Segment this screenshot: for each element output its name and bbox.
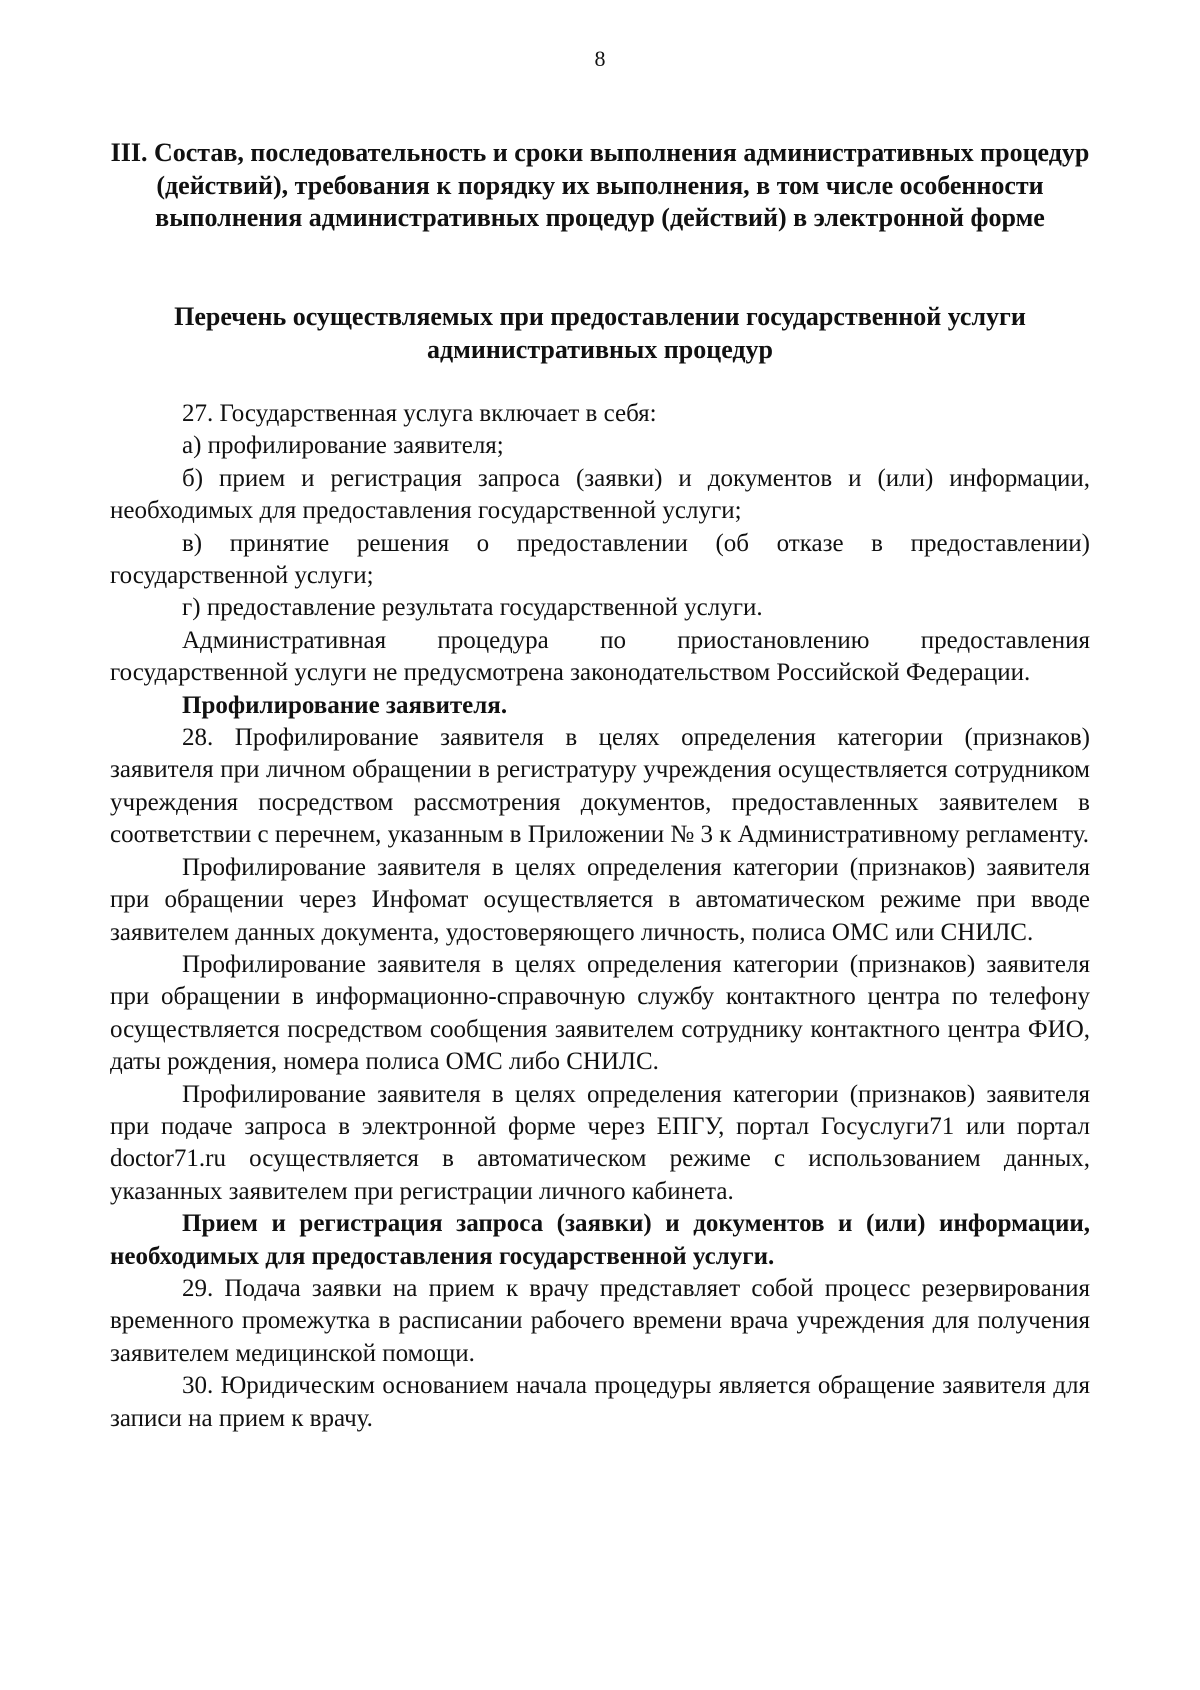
list-item-a: а) профилирование заявителя; [182,432,504,460]
paragraph-epgu: Профилирование заявителя в целях определения категории (признаков) заявителя при подаче запроса в электронной форме через ЕПГУ, портал Госуслуги71 или портал doctor71.ru осуществляется в автоматическом режиме с использованием данных, указанных заявителем при регистрации личного кабинета. [110,1080,1090,1205]
section-heading: III. Состав, последовательность и сроки выполнения административных процедур (действий), требования к порядку их выполнения, в том числе особенности выполнения административных процедур (действий) в электронной форме [110,138,1090,232]
page-number: 8 [594,46,606,71]
heading-request-registration: Прием и регистрация запроса (заявки) и документов и (или) информации, необходимых для предоставления государственной услуги. [110,1210,1090,1270]
paragraph-29: 29. Подача заявки на прием к врачу представляет собой процесс резервирования временного промежутка в расписании рабочего времени врача учреждения для получения заявителем медицинской помощи. [110,1274,1090,1367]
paragraph-27-intro: 27. Государственная услуга включает в себя: [182,400,657,427]
heading-profiling: Профилирование заявителя. [182,691,508,719]
paragraph-28: 28. Профилирование заявителя в целях определения категории (признаков) заявителя при личном обращении в регистратуру учреждения осуществляется сотрудником учреждения посредством рассмотрения документов, предоставленных заявителем в соответствии с перечнем, указанным в Приложении № 3 к Административному регламенту. [110,724,1090,849]
paragraph-infomat: Профилирование заявителя в целях определения категории (признаков) заявителя при обращении через Инфомат осуществляется в автоматическом режиме при вводе заявителем данных документа, удостоверяющего личность, полиса ОМС или СНИЛС. [110,853,1090,946]
list-item-g: г) предоставление результата государственной услуги. [182,594,763,622]
list-item-v: в) принятие решения о предоставлении (об отказе в предоставлении) государственной услуги; [110,529,1090,590]
paragraph-suspension: Административная процедура по приостановлению предоставления государственной услуги не предусмотрена законодательством Российской Федерации. [110,626,1090,687]
paragraph-30: 30. Юридическим основанием начала процедуры является обращение заявителя для записи на прием к врачу. [110,1372,1090,1432]
sub-heading: Перечень осуществляемых при предоставлении государственной услуги административных процедур [174,302,1026,364]
paragraph-contact-center: Профилирование заявителя в целях определения категории (признаков) заявителя при обращении в информационно-справочную службу контактного центра по телефону осуществляется посредством сообщения заявителем сотруднику контактного центра ФИО, даты рождения, номера полиса ОМС либо СНИЛС. [110,950,1090,1076]
list-item-b: б) прием и регистрация запроса (заявки) и документов и (или) информации, необходимых для предоставления государственной услуги; [110,464,1090,525]
body-text [110,398,1090,1435]
